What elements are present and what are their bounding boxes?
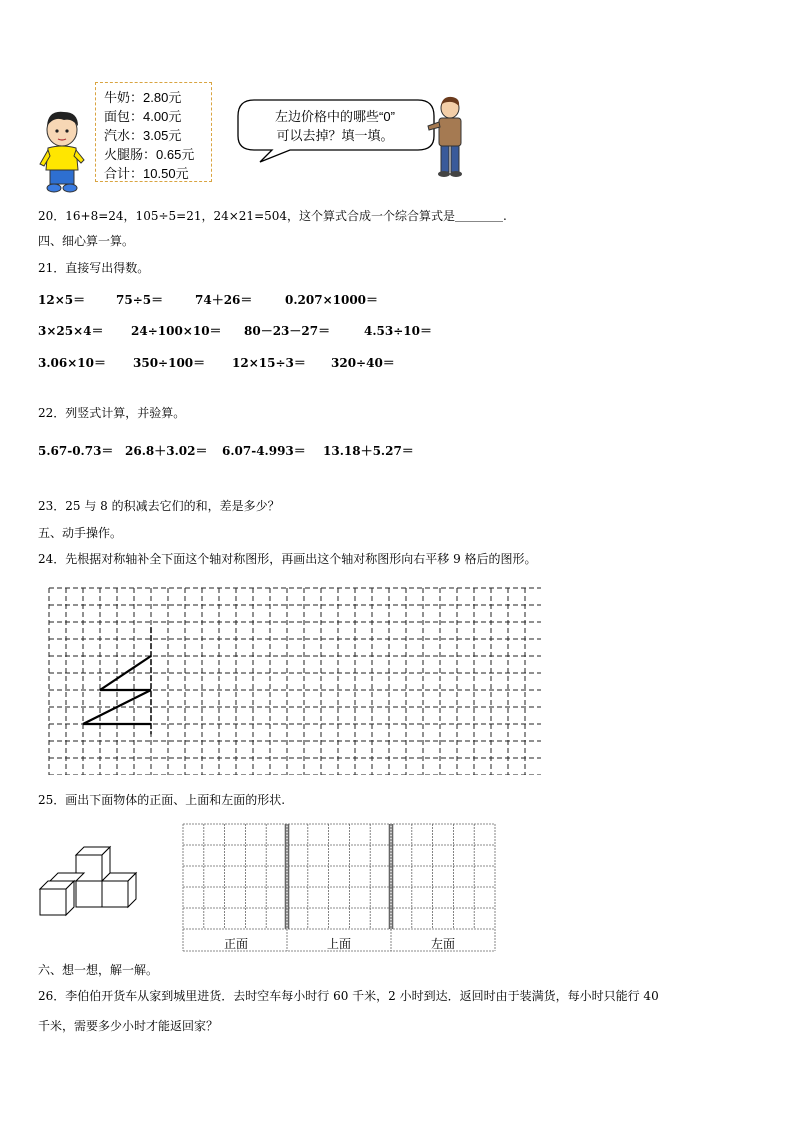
cube-figure [38, 845, 138, 917]
calc-item: 0.207×1000＝ [285, 293, 379, 307]
views-grid [182, 823, 496, 953]
question-23: 23．25 与 8 的积减去它们的和，差是多少？ [38, 499, 280, 513]
calc-item: 75÷5＝ [116, 293, 164, 307]
view-label-top: 上面 [326, 937, 351, 951]
boy-illustration [38, 108, 90, 194]
symmetry-grid [47, 587, 541, 775]
question-20: 20．16+8=24，105÷5=21，24×21=504，这个算式合成一个综合算式是＿＿＿＿. [38, 209, 507, 223]
section-4-title: 四、细心算一算。 [38, 234, 135, 248]
section-6-title: 六、想一想，解一解。 [38, 963, 159, 977]
calc-item: 3×25×4＝ [38, 324, 104, 338]
calc-item: 24÷100×10＝ [131, 324, 222, 338]
calc-item: 12×15÷3＝ [232, 356, 306, 370]
vertical-calc-item: 13.18＋5.27＝ [323, 444, 414, 458]
price-row: 牛奶：2.80元 [104, 90, 182, 105]
question-26-line1: 26．李伯伯开货车从家到城里进货．去时空车每小时行 60 千米，2 小时到达．返回时由于装满货，每小时只能行 40 [38, 989, 659, 1003]
price-list-box [95, 82, 212, 182]
vertical-calc-item: 6.07-4.993＝ [222, 444, 306, 458]
bubble-line: 左边价格中的哪些“0” [275, 109, 395, 124]
question-25: 25．画出下面物体的正面、上面和左面的形状. [38, 793, 286, 807]
calc-item: 4.53÷10＝ [364, 324, 432, 338]
calc-item: 12×5＝ [38, 293, 86, 307]
section-5-title: 五、动手操作。 [38, 526, 123, 540]
teacher-illustration [426, 96, 470, 180]
calc-item: 3.06×10＝ [38, 356, 106, 370]
question-22-title: 22．列竖式计算，并验算。 [38, 406, 186, 420]
bubble-line: 可以去掉？填一填。 [276, 128, 394, 143]
question-26-line2: 千米，需要多少小时才能返回家？ [38, 1019, 219, 1033]
calc-item: 320÷40＝ [331, 356, 395, 370]
vertical-calc-item: 26.8＋3.02＝ [125, 444, 208, 458]
question-24: 24．先根据对称轴补全下面这个轴对称图形，再画出这个轴对称图形向右平移 9 格后的图形。 [38, 552, 537, 566]
price-row: 合计：10.50元 [104, 166, 189, 181]
calc-item: 350÷100＝ [133, 356, 206, 370]
view-label-front: 正面 [223, 937, 248, 951]
price-row: 火腿肠：0.65元 [104, 147, 195, 162]
price-row: 面包：4.00元 [104, 109, 182, 124]
calc-item: 74＋26＝ [195, 293, 253, 307]
view-label-left: 左面 [430, 937, 455, 951]
price-row: 汽水：3.05元 [104, 128, 182, 143]
question-21-title: 21．直接写出得数。 [38, 261, 150, 275]
vertical-calc-item: 5.67-0.73＝ [38, 444, 114, 458]
calc-item: 80－23－27＝ [244, 324, 331, 338]
